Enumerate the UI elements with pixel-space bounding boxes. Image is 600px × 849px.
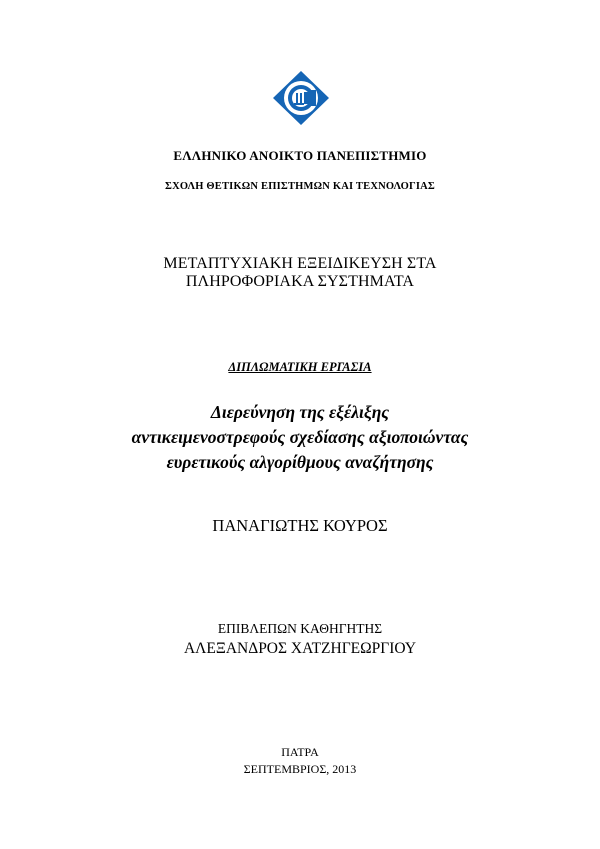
place: ΠΑΤΡΑ: [281, 745, 319, 759]
program-line-2: ΠΛΗΡΟΦΟΡΙΑΚΑ ΣΥΣΤΗΜΑΤΑ: [185, 273, 415, 290]
university-logo-icon: [272, 70, 330, 126]
thesis-title-line-3: ευρετικούς αλγορίθμους αναζήτησης: [166, 452, 434, 472]
date: ΣΕΠΤΕΜΒΡΙΟΣ, 2013: [243, 762, 357, 776]
thesis-label: ΔΙΠΛΩΜΑΤΙΚΗ ΕΡΓΑΣΙΑ: [228, 360, 372, 374]
supervisor-label: ΕΠΙΒΛΕΠΩΝ ΚΑΘΗΓΗΤΗΣ: [217, 621, 383, 636]
supervisor-name: ΑΛΕΞΑΝΔΡΟΣ ΧΑΤΖΗΓΕΩΡΓΙΟΥ: [183, 640, 417, 657]
thesis-title-line-2: αντικειμενοστρεφούς σχεδίασης αξιοποιώντας: [131, 427, 469, 447]
thesis-title-line-1: Διερεύνηση της εξέλιξης: [210, 402, 390, 422]
school-name: ΣΧΟΛΗ ΘΕΤΙΚΩΝ ΕΠΙΣΤΗΜΩΝ ΚΑΙ ΤΕΧΝΟΛΟΓΙΑΣ: [165, 181, 435, 192]
author-name: ΠΑΝΑΓΙΩΤΗΣ ΚΟΥΡΟΣ: [212, 516, 388, 535]
university-name: ΕΛΛΗΝΙΚΟ ΑΝΟΙΚΤΟ ΠΑΝΕΠΙΣΤΗΜΙΟ: [173, 148, 427, 163]
program-line-1: ΜΕΤΑΠΤΥΧΙΑΚΗ ΕΞΕΙΔΙΚΕΥΣΗ ΣΤΑ: [163, 255, 437, 272]
